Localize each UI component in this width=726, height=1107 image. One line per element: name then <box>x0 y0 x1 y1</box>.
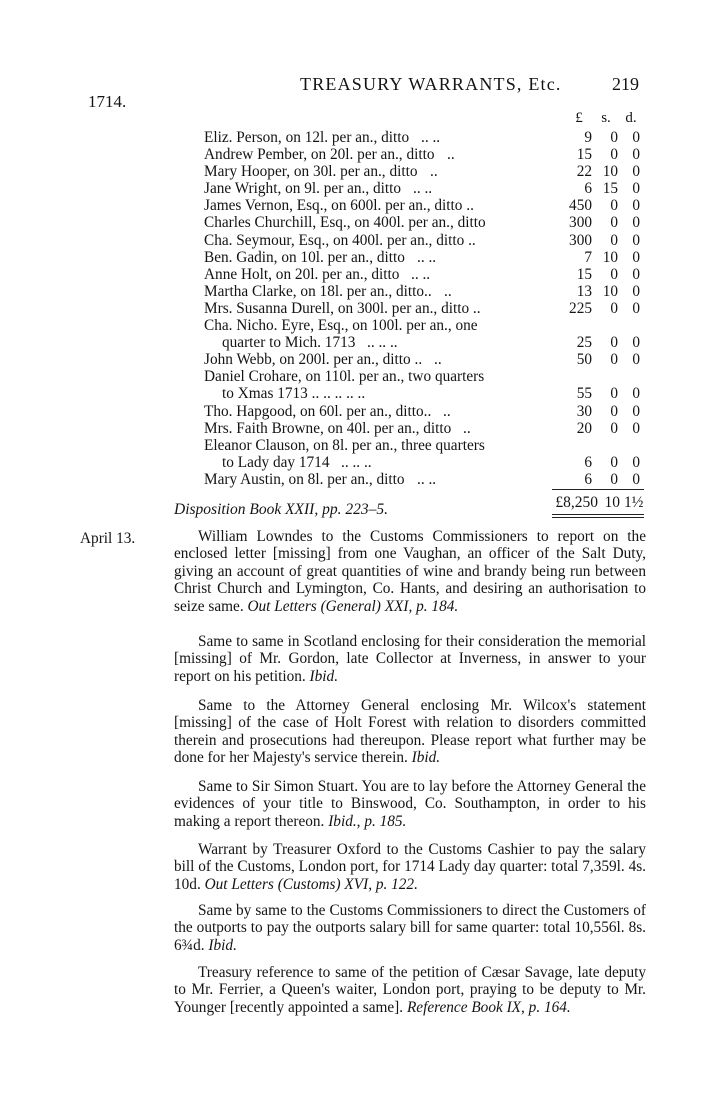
account-row <box>0 403 726 420</box>
row-label: Tho. Hapgood, on 60l. per an., ditto.. <box>204 402 432 420</box>
row-pence: 0 <box>632 419 640 437</box>
row-pounds: 6 <box>584 180 592 198</box>
row-pence: 0 <box>632 402 640 420</box>
row-label: Mary Hooper, on 30l. per an., ditto <box>204 163 418 181</box>
row-pence: 0 <box>632 299 640 317</box>
row-label: Mrs. Faith Browne, on 40l. per an., ditto <box>204 419 452 437</box>
entry-text: Same to same in Scotland enclosing for their consideration the memorial [missing] of Mr. Gordon, late Collector at Inverness, in answer to your report on his petition. <box>174 633 646 685</box>
row-shillings: 15 <box>602 180 618 198</box>
page-number: 219 <box>612 74 639 94</box>
row-label: Mary Austin, on 8l. per an., ditto <box>204 470 405 488</box>
entry-text: Warrant by Treasurer Oxford to the Customs Cashier to pay the salary bill of the Customs, London port, for 1714 Lady day quarter: total 7,359l. 4s. 10d. <box>174 841 646 893</box>
row-label: James Vernon, Esq., on 600l. per an., ditto .. <box>204 197 474 215</box>
entry-paragraph <box>174 964 646 1016</box>
account-row <box>0 249 726 266</box>
entry-paragraph <box>174 778 646 830</box>
row-leader: .. <box>447 146 455 164</box>
account-row <box>0 471 726 488</box>
row-label: Jane Wright, on 9l. per an., ditto <box>204 180 402 198</box>
account-row <box>0 129 726 146</box>
entry-reference: Reference Book IX, p. 164. <box>406 998 571 1016</box>
account-row <box>0 180 726 197</box>
row-label: Cha. Nicho. Eyre, Esq., on 100l. per an., one <box>204 317 478 335</box>
row-pence: 0 <box>632 351 640 369</box>
entry-text: William Lowndes to the Customs Commissioners to report on the enclosed letter [missing] from one Vaughan, an officer of the Salt Duty, giving an account of great quantities of wine and brandy being run between Christ Church and Lymington, Co. Hants, and desiring an authorisation to seize same. <box>174 528 646 615</box>
row-pence: 0 <box>632 334 640 352</box>
row-leader: .. .. <box>413 180 433 198</box>
row-pounds: 15 <box>576 265 592 283</box>
row-shillings: 0 <box>610 146 618 164</box>
account-row <box>0 317 726 334</box>
entry-reference: Ibid. <box>208 936 237 954</box>
account-row <box>0 420 726 437</box>
row-shillings: 0 <box>610 470 618 488</box>
account-row <box>0 197 726 214</box>
row-pounds: 13 <box>576 282 592 300</box>
row-leader: .. <box>434 351 442 369</box>
row-pounds: 300 <box>569 231 592 249</box>
row-label: Daniel Crohare, on 110l. per an., two quarters <box>204 368 485 386</box>
row-shillings: 0 <box>610 334 618 352</box>
row-pounds: 20 <box>576 419 592 437</box>
row-shillings: 0 <box>610 453 618 471</box>
row-pence: 0 <box>632 248 640 266</box>
entry-text: Treasury reference to same of the petition of Cæsar Savage, late deputy to Mr. Ferrier, a Queen's waiter, London port, praying to be deputy to Mr. Younger [recently appointed a same]. <box>174 964 646 1016</box>
row-label: Anne Holt, on 20l. per an., ditto <box>204 265 400 283</box>
entry-paragraph <box>174 633 646 685</box>
total-shillings: 10 <box>604 494 620 511</box>
entry-text: Same to Sir Simon Stuart. You are to lay before the Attorney General the evidences of your title to Binswood, Co. Southampton, in order to his making a report thereon. <box>174 778 646 830</box>
account-row <box>0 351 726 368</box>
row-pounds: 7 <box>584 248 592 266</box>
pence-header: d. <box>625 110 637 126</box>
row-pounds: 225 <box>569 299 592 317</box>
row-label: to Xmas 1713 .. .. .. .. .. <box>222 385 366 403</box>
shillings-header: s. <box>601 110 611 126</box>
row-shillings: 0 <box>610 197 618 215</box>
row-pounds: 50 <box>576 351 592 369</box>
row-shillings: 0 <box>610 419 618 437</box>
entry-reference: Out Letters (General) XXI, p. 184. <box>247 597 459 615</box>
row-label: Cha. Seymour, Esq., on 400l. per an., ditto .. <box>204 231 476 249</box>
account-row <box>0 454 726 471</box>
row-pounds: 9 <box>584 129 592 146</box>
account-row <box>0 214 726 231</box>
row-leader: .. <box>463 419 471 437</box>
row-shillings: 0 <box>610 231 618 249</box>
row-shillings: 10 <box>602 163 618 181</box>
entry-paragraph <box>174 697 646 767</box>
total-double-rule <box>552 514 644 518</box>
row-label: Martha Clarke, on 18l. per an., ditto.. <box>204 282 432 300</box>
entry-paragraph <box>174 528 646 615</box>
entry-reference: Ibid., p. 185. <box>328 812 407 830</box>
row-leader: .. .. <box>421 129 441 146</box>
row-shillings: 0 <box>610 214 618 232</box>
row-shillings: 0 <box>610 299 618 317</box>
row-leader: .. <box>443 402 451 420</box>
row-pence: 0 <box>632 180 640 198</box>
row-leader: .. <box>444 282 452 300</box>
account-row <box>0 163 726 180</box>
row-pence: 0 <box>632 385 640 403</box>
account-row <box>0 437 726 454</box>
total-pence: 1½ <box>624 494 644 511</box>
row-shillings: 0 <box>610 402 618 420</box>
row-pounds: 30 <box>576 402 592 420</box>
row-pence: 0 <box>632 163 640 181</box>
entry-reference: Ibid. <box>309 667 339 685</box>
row-shillings: 0 <box>610 385 618 403</box>
row-leader: .. .. <box>417 248 437 266</box>
row-pounds: 300 <box>569 214 592 232</box>
total-pounds: £8,250 <box>555 494 598 511</box>
row-label: quarter to Mich. 1713 <box>222 334 356 352</box>
row-shillings: 10 <box>602 282 618 300</box>
row-pounds: 55 <box>576 385 592 403</box>
row-shillings: 0 <box>610 129 618 146</box>
row-leader: .. <box>430 163 438 181</box>
row-label: to Lady day 1714 <box>222 453 330 471</box>
entry-paragraph <box>174 841 646 893</box>
row-pence: 0 <box>632 265 640 283</box>
row-leader: .. .. .. <box>341 453 372 471</box>
row-pence: 0 <box>632 282 640 300</box>
row-label: Mrs. Susanna Durell, on 300l. per an., ditto .. <box>204 299 481 317</box>
account-row <box>0 146 726 163</box>
entry-reference: Ibid. <box>411 749 441 767</box>
row-label: Eleanor Clauson, on 8l. per an., three quarters <box>204 436 485 454</box>
account-rows <box>0 129 726 488</box>
row-pence: 0 <box>632 197 640 215</box>
row-shillings: 0 <box>610 351 618 369</box>
entry-text: Same by same to the Customs Commissioners to direct the Customers of the outports to pay the outports salary bill for same quarter: total 10,556l. 8s. 6¾d. <box>174 902 646 954</box>
account-row <box>0 300 726 317</box>
row-pounds: 22 <box>576 163 592 181</box>
account-row <box>0 283 726 300</box>
row-pence: 0 <box>632 214 640 232</box>
row-pence: 0 <box>632 129 640 146</box>
account-row <box>0 368 726 385</box>
row-label: Charles Churchill, Esq., on 400l. per an., ditto <box>204 214 486 232</box>
row-leader: .. .. .. <box>367 334 398 352</box>
row-label: John Webb, on 200l. per an., ditto .. <box>204 351 423 369</box>
entry-text: Same to the Attorney General enclosing Mr. Wilcox's statement [missing] of the case of Holt Forest with relation to disorders committed therein and prosecutions had thereupon. Please report what further may be done for her Majesty's service therein. <box>174 697 646 767</box>
row-label: Eliz. Person, on 12l. per an., ditto <box>204 129 410 146</box>
row-leader: .. .. <box>417 470 437 488</box>
row-leader: .. .. <box>411 265 431 283</box>
row-label: Andrew Pember, on 20l. per an., ditto <box>204 146 435 164</box>
row-pounds: 6 <box>584 470 592 488</box>
row-pence: 0 <box>632 470 640 488</box>
row-shillings: 0 <box>610 265 618 283</box>
row-pounds: 6 <box>584 453 592 471</box>
running-title: TREASURY WARRANTS, Etc. <box>300 74 562 94</box>
entry-date: April 13. <box>80 530 136 547</box>
total-rule <box>552 489 644 490</box>
account-row <box>0 334 726 351</box>
account-row <box>0 266 726 283</box>
source-reference: Disposition Book XXII, pp. 223–5. <box>174 501 388 518</box>
year-label: 1714. <box>88 92 127 111</box>
entry-paragraph <box>174 902 646 954</box>
row-pence: 0 <box>632 146 640 164</box>
account-row <box>0 232 726 249</box>
account-row <box>0 385 726 402</box>
row-pence: 0 <box>632 453 640 471</box>
entry-reference: Out Letters (Customs) XVI, p. 122. <box>204 875 418 893</box>
row-label: Ben. Gadin, on 10l. per an., ditto <box>204 248 405 266</box>
row-pounds: 15 <box>576 146 592 164</box>
row-pounds: 450 <box>569 197 592 215</box>
pounds-header: £ <box>575 110 583 126</box>
row-shillings: 10 <box>602 248 618 266</box>
row-pounds: 25 <box>576 334 592 352</box>
row-pence: 0 <box>632 231 640 249</box>
